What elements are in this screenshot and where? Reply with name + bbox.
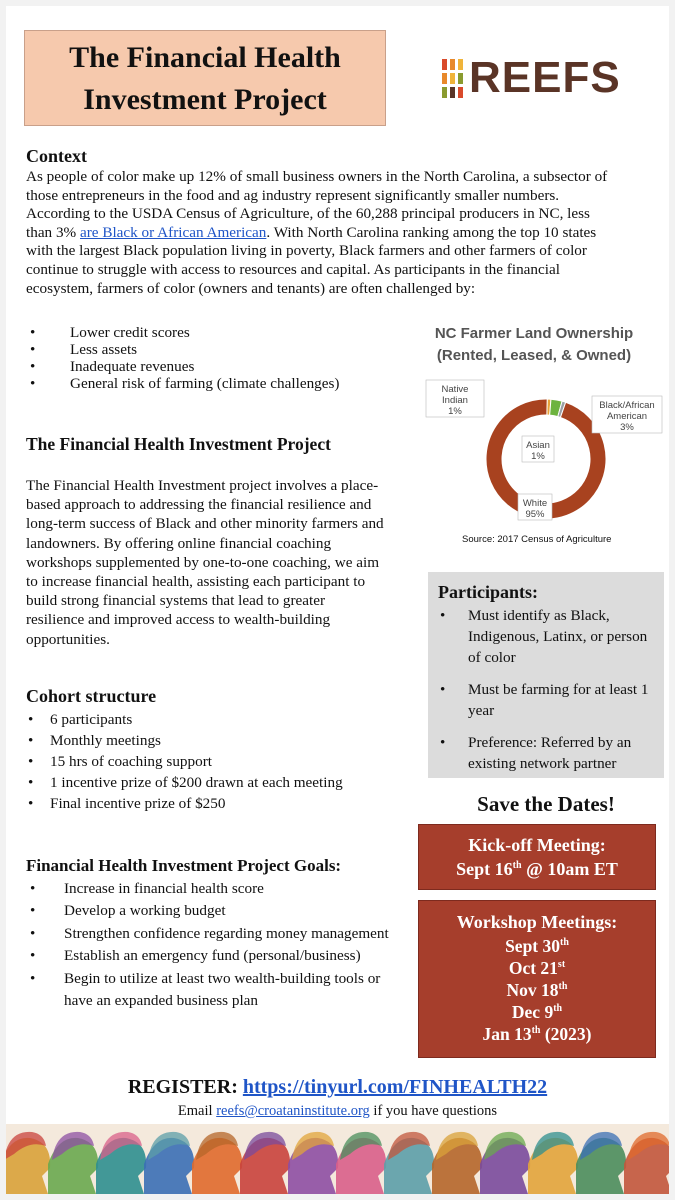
challenge-item [26,358,406,375]
participant-requirement [438,732,656,774]
participant-requirement [438,605,656,668]
participant-requirement-text: Must identify as Black, Indigenous, Latinx, or person of color [468,607,648,666]
bullet-icon: • [28,753,34,770]
context-heading: Context [26,146,87,166]
challenge-item [26,341,406,358]
project-heading: The Financial Health Investment Project [26,434,331,454]
participants-list [438,605,656,774]
data-label: 1% [448,406,462,417]
goal-item [26,923,406,945]
cohort-item-text: 15 hrs of coaching support [50,753,212,770]
cohort-item [26,772,416,793]
context-paragraph [26,168,618,298]
register-label: REGISTER: [127,1076,238,1098]
participants-heading: Participants: [438,582,538,602]
cohort-heading: Cohort structure [26,686,157,706]
data-label: 95% [525,509,545,520]
goal-item [26,900,406,922]
cohort-item [26,751,416,772]
bullet-icon: • [28,711,34,728]
workshop-title: Workshop Meetings: [456,912,618,932]
bullet-icon: • [440,607,446,624]
email-suffix: if you have questions [369,1103,498,1119]
title-banner [24,30,386,126]
challenge-item-text: General risk of farming (climate challenges) [70,375,340,392]
data-label: 1% [531,451,545,462]
participant-requirement [438,679,656,721]
cohort-item-text: 1 incentive prize of $200 drawn at each meeting [50,774,343,791]
bullet-icon: • [440,681,446,698]
bullet-icon: • [440,734,446,751]
email-prefix: Email [177,1103,217,1119]
bullet-icon: • [30,880,36,897]
flyer-page [6,6,669,1194]
email-line [6,1103,669,1120]
cohort-list [26,709,416,814]
kickoff-date: Sept 16th @ 10am ET [456,859,618,879]
face-silhouette-icon [6,1132,50,1194]
save-dates-heading: Save the Dates! [477,792,615,816]
data-label: American [606,411,648,422]
bullet-icon: • [30,324,36,341]
context-text-2: . With North Carolina ranking among the top 10 states with the largest Black population living in poverty, Black farmers and other farmers of color continue to struggle with access to resources and capital. As participants in the financial ecosystem, farmers of color (owners and tenants) are often challenged by: [26,223,597,297]
cohort-item-text: 6 participants [50,711,133,728]
workshop-date: Jan 13th (2023) [482,1024,592,1044]
data-label: Indian [442,395,468,406]
kickoff-title: Kick-off Meeting: [468,835,606,855]
title-line-2: Investment Project [83,83,327,116]
bullet-icon: • [30,947,36,965]
challenge-item-text: Less assets [70,341,138,358]
reefs-logo [442,54,632,102]
bullet-icon: • [28,732,34,749]
land-ownership-donut-chart [424,366,664,532]
title-line-1: The Financial Health [69,41,341,74]
bullet-icon: • [30,375,36,392]
kickoff-box [418,824,656,890]
goal-item-text: Strengthen confidence regarding money management [64,924,389,942]
bullet-icon: • [28,795,34,812]
diverse-faces-banner-image [6,1124,669,1194]
goal-item [26,945,406,967]
bullet-icon: • [30,924,36,942]
chart-subtitle: (Rented, Leased, & Owned) [436,347,632,364]
data-label: Black/African [599,400,655,411]
cohort-item-text: Final incentive prize of $250 [50,795,226,812]
workshop-date: Sept 30th [505,936,569,956]
context-text-1: As people of color make up 12% of small business owners in the North Carolina, a subsector of those entrepreneurs in the food and ag industry represent significantly smaller numbers. According to the USDA Census of Agriculture, of the 60,288 principal producers in NC, less than 3% [26,168,608,241]
challenge-item-text: Inadequate revenues [70,358,195,375]
goals-list [26,878,406,1012]
reefs-logo-mark-icon [442,59,463,98]
workshop-date: Dec 9th [511,1002,563,1022]
workshop-box [418,900,656,1058]
register-link[interactable]: https://tinyurl.com/FINHEALTH22 [242,1076,548,1098]
bullet-icon: • [28,774,34,791]
data-label: White [522,498,548,509]
goals-heading: Financial Health Investment Project Goals: [26,856,342,875]
participant-requirement-text: Must be farming for at least 1 year [468,681,649,719]
census-link[interactable]: are Black or African American [80,223,267,241]
goal-item-text: Begin to utilize at least two wealth-building tools or have an expanded business plan [64,969,381,1010]
chart-title-line-1: NC Farmer Land Ownership [434,325,634,342]
email-link[interactable]: reefs@croataninstitute.org [216,1103,370,1119]
participants-box [428,572,664,778]
bullet-icon: • [30,969,36,987]
challenge-item [26,375,406,392]
challenge-item [26,324,406,341]
bullet-icon: • [30,358,36,375]
goal-item-text: Develop a working budget [64,902,226,920]
cohort-item-text: Monthly meetings [50,732,161,749]
participant-requirement-text: Preference: Referred by an existing network partner [468,734,632,772]
workshop-date: Oct 21st [508,958,566,978]
cohort-item [26,709,416,730]
cohort-item [26,793,416,814]
challenge-item-text: Lower credit scores [70,324,190,341]
register-line [6,1076,669,1099]
logo-wordmark: REEFS [469,53,621,102]
bullet-icon: • [30,902,36,920]
goal-item-text: Increase in financial health score [64,880,264,897]
goal-item-text: Establish an emergency fund (personal/business) [64,947,361,965]
bullet-icon: • [30,341,36,358]
goal-item [26,878,406,900]
project-paragraph: The Financial Health Investment project involves a place-based approach to addressing the financial resilience and long-term success of Black and other minority farmers and landowners. By offering online financial coaching workshops supplemented by one-to-one coaching, we aim to increase financial health, assisting each participant to build strong financial systems that lead to greater resilience and improved access to wealth-building opportunities. [26,477,384,648]
data-label: Asian [526,440,550,451]
challenges-list [26,324,406,392]
workshop-date: Nov 18th [506,980,568,1000]
data-label: 3% [620,422,634,433]
data-label: Native [441,384,469,395]
cohort-item [26,730,416,751]
goal-item [26,968,406,1013]
chart-source: Source: 2017 Census of Agriculture [462,534,612,545]
chart-title [424,323,644,367]
